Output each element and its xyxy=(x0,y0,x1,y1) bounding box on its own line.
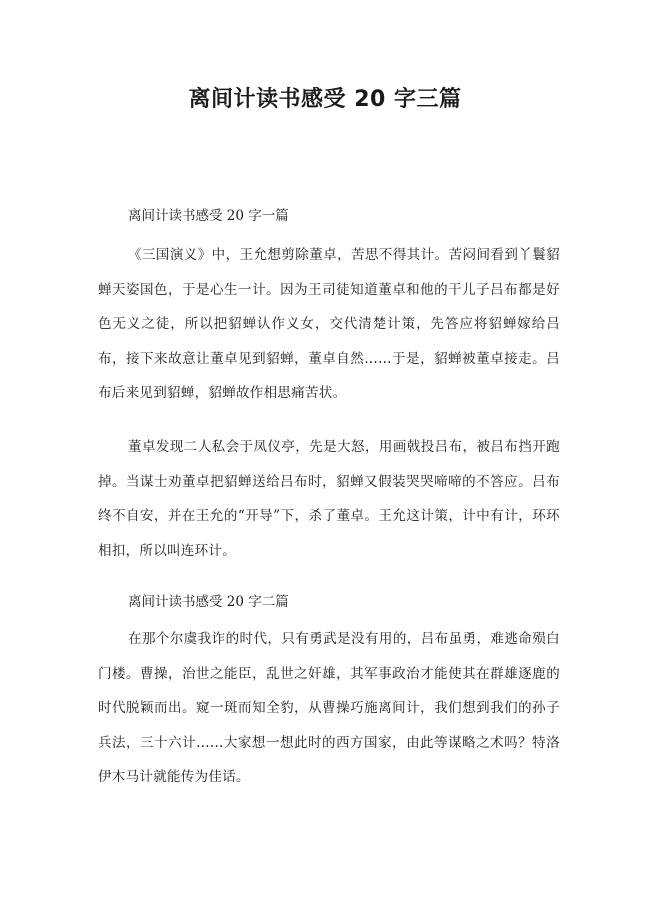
section-1-paragraph-1: 《三国演义》中，王允想剪除董卓，苦思不得其计。苦闷间看到丫鬟貂蝉天姿国色，于是心生一计。因为王司徒知道董卓和他的干儿子吕布都是好色无义之徒，所以把貂蝉认作义女，交代清楚计策，先答应将貂蝉嫁给吕布，接下来故意让董卓见到貂蝉，董卓自然……于是，貂蝉被董卓接走。吕布后来见到貂蝉，貂蝉故作相思痛苦状。 xyxy=(98,247,560,401)
section-heading-2: 离间计读书感受 20 字二篇 xyxy=(128,594,289,610)
document-title: 离间计读书感受 20 字三篇 xyxy=(188,87,462,112)
section-1-paragraph-2: 董卓发现二人私会于凤仪亭，先是大怒，用画戟投吕布，被吕布挡开跑掉。当谋士劝董卓把貂蝉送给吕布时，貂蝉又假装哭哭啼啼的不答应。吕布终不自安，并在王允的“开导”下，杀了董卓。王允这计策，计中有计，环环相扣，所以叫连环计。 xyxy=(98,439,560,559)
section-2-paragraph-1: 在那个尔虞我诈的时代，只有勇武是没有用的，吕布虽勇，难逃命殒白门楼。曹操，治世之能臣，乱世之奸雄，其军事政治才能使其在群雄逐鹿的时代脱颖而出。窥一斑而知全豹，从曹操巧施离间计，我们想到我们的孙子兵法，三十六计……大家想一想此时的西方国家，由此等谋略之术吗？特洛伊木马计就能传为佳话。 xyxy=(98,631,560,785)
section-heading-1: 离间计读书感受 20 字一篇 xyxy=(128,208,289,224)
